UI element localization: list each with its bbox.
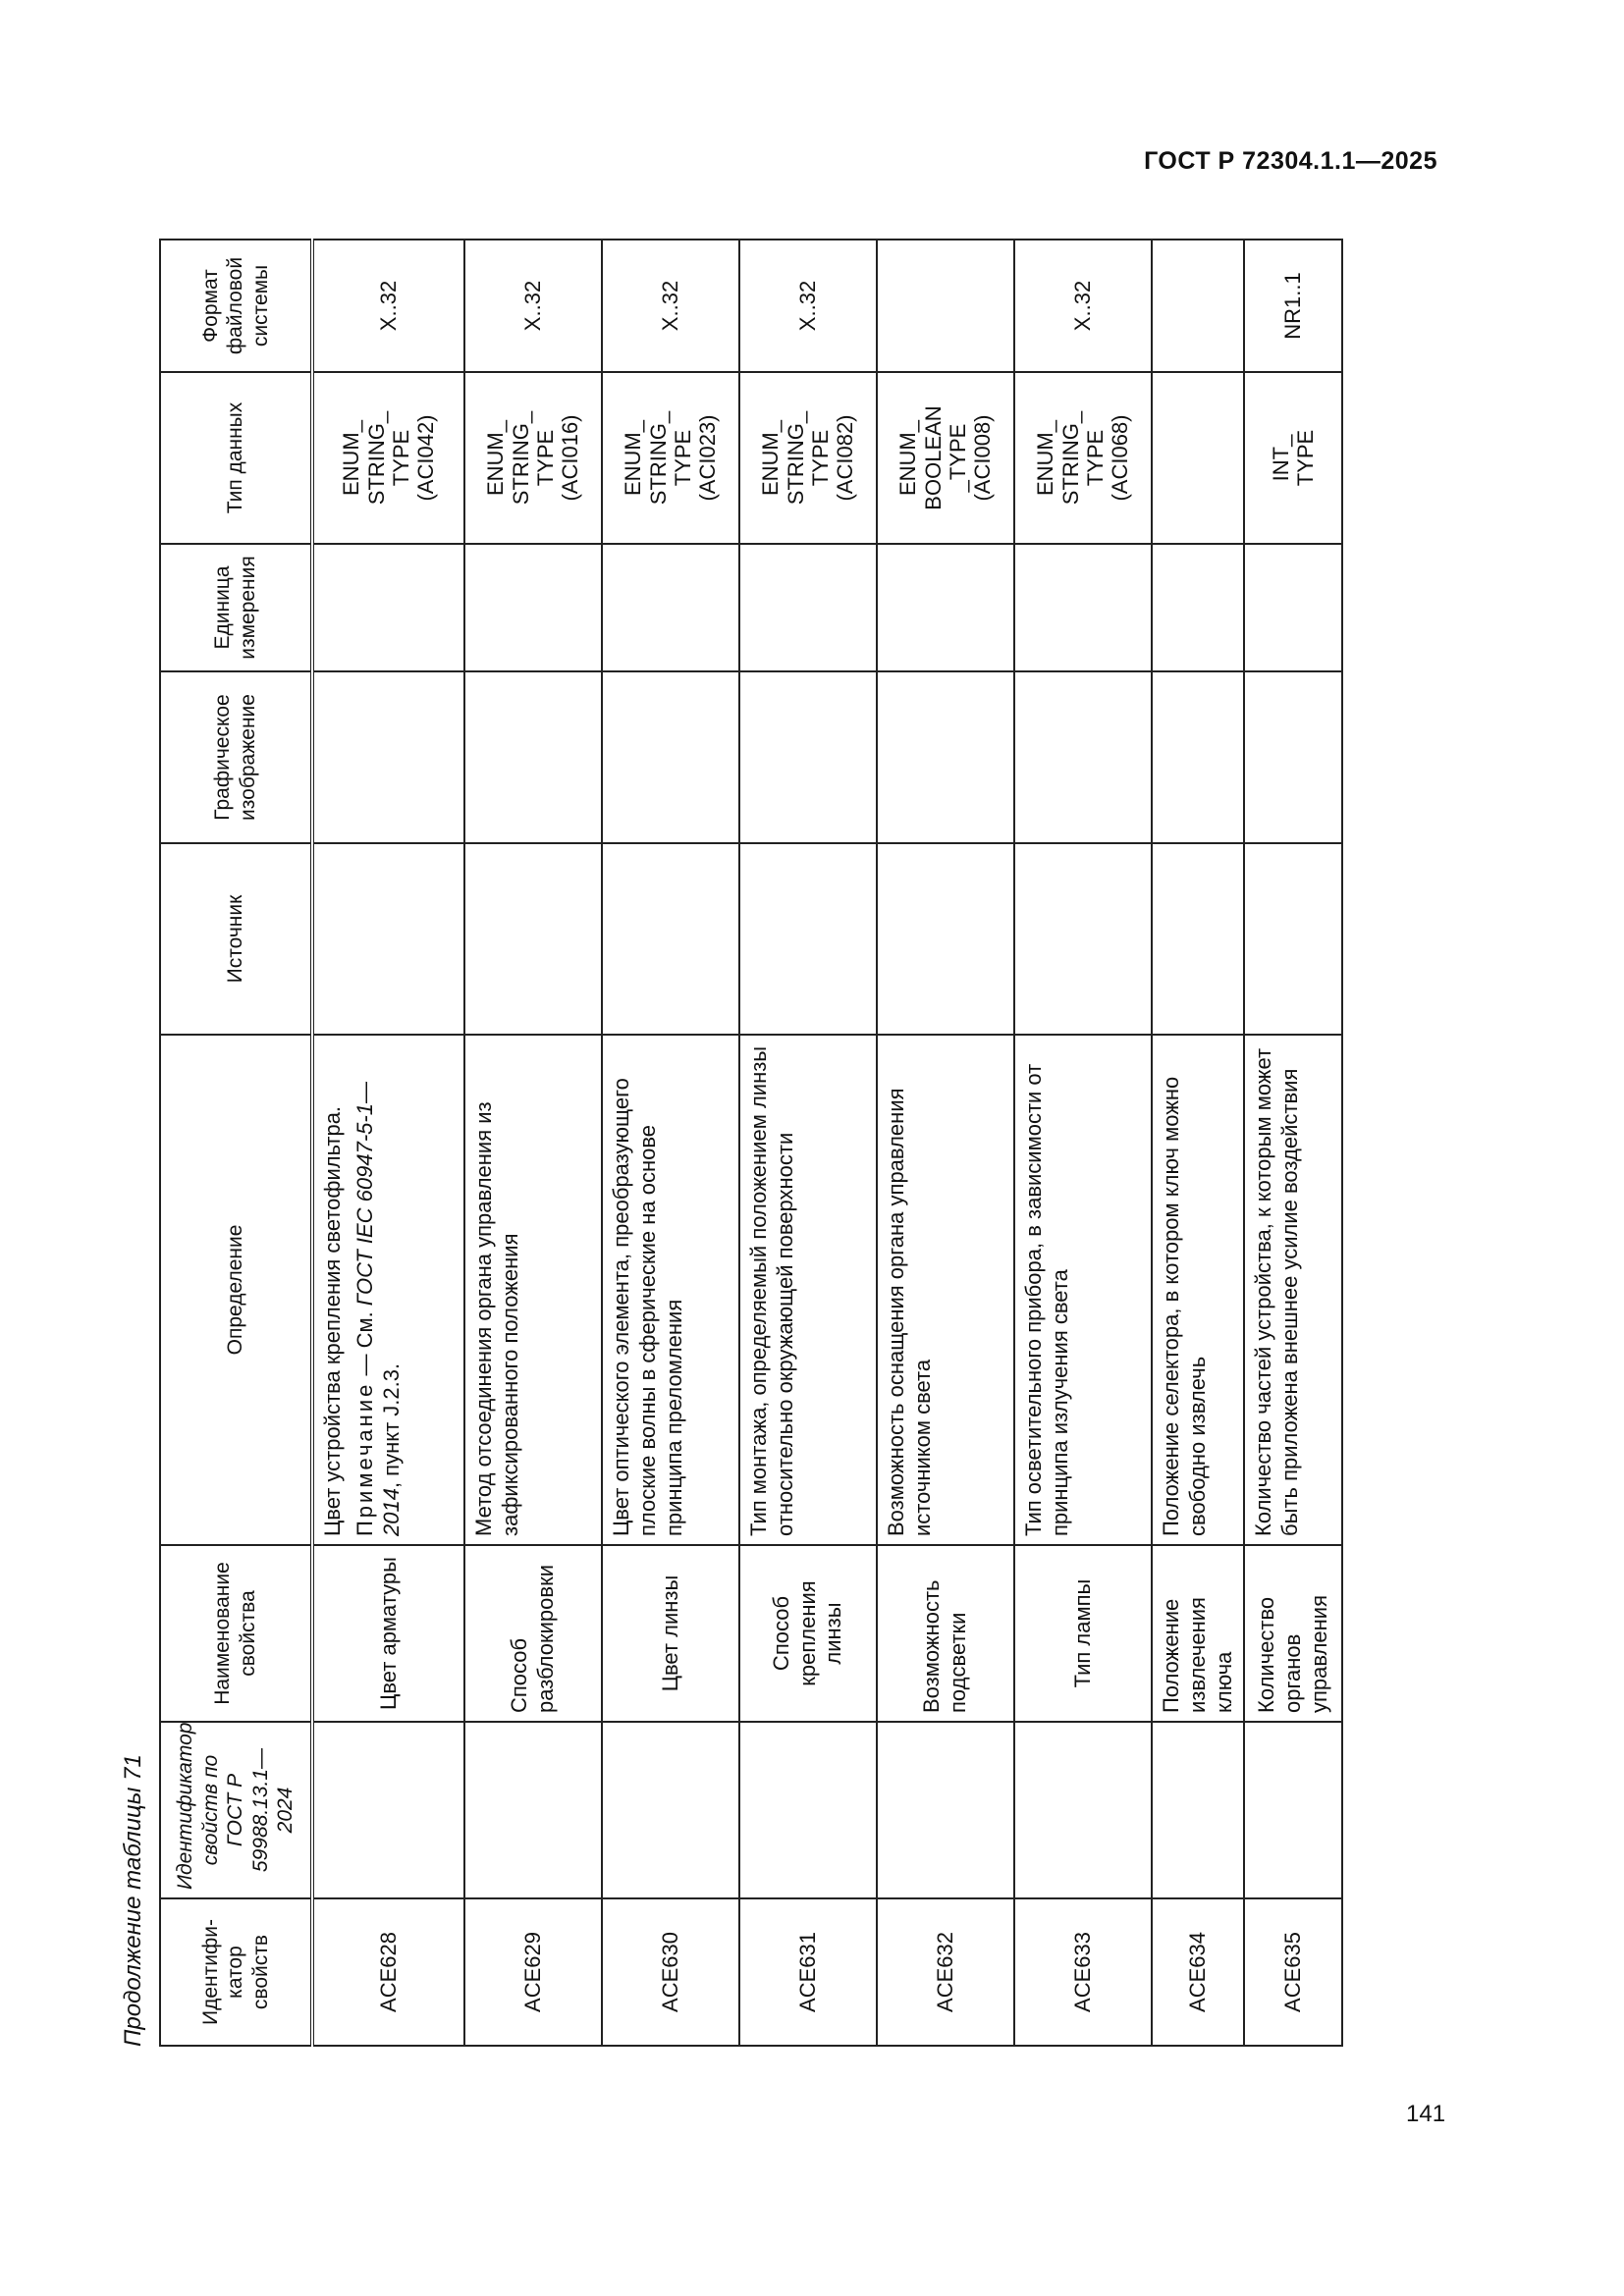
cell-name: Количество органов управления — [1244, 1545, 1342, 1722]
cell-definition: Количество частей устройства, к которым может быть приложена внешнее усилие воздействия — [1244, 1035, 1342, 1545]
cell-name: Тип лампы — [1014, 1545, 1152, 1722]
cell-data-type — [1244, 372, 1342, 544]
table-header-row — [160, 240, 312, 2046]
table-row — [877, 240, 1014, 2046]
cell-graphic — [602, 671, 739, 843]
dtype-line: (ACI082) — [833, 414, 858, 502]
cell-gost-id — [1014, 1722, 1152, 1898]
cell-unit — [877, 544, 1014, 671]
cell-id: ACE628 — [312, 1898, 464, 2046]
note-reference: ГОСТ IEC 60947-5-1—2014 — [352, 1082, 404, 1536]
cell-unit — [464, 544, 602, 671]
cell-format: NR1..1 — [1244, 240, 1342, 372]
table-row — [1152, 240, 1244, 2046]
cell-source — [1244, 843, 1342, 1035]
dtype-line: ENUM_ — [339, 420, 364, 497]
cell-format — [1152, 240, 1244, 372]
cell-id: ACE632 — [877, 1898, 1014, 2046]
cell-gost-id — [739, 1722, 877, 1898]
dtype-line: (ACI068) — [1108, 414, 1133, 502]
dtype-line: ENUM_ — [1033, 420, 1058, 497]
dtype-line: _TYPE — [946, 423, 970, 493]
table-row — [464, 240, 602, 2046]
cell-id: ACE634 — [1152, 1898, 1244, 2046]
cell-name: Цвет арматуры — [312, 1545, 464, 1722]
cell-data-type — [464, 372, 602, 544]
cell-graphic — [739, 671, 877, 843]
dtype-line: ENUM_ — [483, 420, 509, 497]
cell-definition: Метод отсоединения органа управления из зафиксированного положения — [464, 1035, 602, 1545]
col-header-name: Наименование свойства — [160, 1545, 312, 1722]
col-header-definition: Определение — [160, 1035, 312, 1545]
dtype-line: TYPE — [1293, 429, 1319, 487]
dtype-line: ENUM_ — [758, 420, 784, 497]
cell-id: ACE630 — [602, 1898, 739, 2046]
cell-format: X..32 — [464, 240, 602, 372]
cell-definition: Цвет оптического элемента, преобразующего плоские волны в сферические на основе принципа преломления — [602, 1035, 739, 1545]
cell-name: Способ крепления линзы — [739, 1545, 877, 1722]
dtype-line: TYPE — [808, 429, 833, 487]
col-header-unit: Единица измерения — [160, 544, 312, 671]
cell-definition: Возможность оснащения органа управления источником света — [877, 1035, 1014, 1545]
cell-data-type — [602, 372, 739, 544]
cell-definition — [312, 1035, 464, 1545]
cell-gost-id — [312, 1722, 464, 1898]
table-row — [739, 240, 877, 2046]
cell-data-type — [877, 372, 1014, 544]
note-label: Примечание — [352, 1381, 377, 1536]
col-header-graphic: Графическое изображение — [160, 671, 312, 843]
cell-gost-id — [877, 1722, 1014, 1898]
dtype-line: STRING_ — [508, 410, 533, 506]
cell-unit — [1014, 544, 1152, 671]
cell-gost-id — [602, 1722, 739, 1898]
cell-id: ACE635 — [1244, 1898, 1342, 2046]
cell-unit — [312, 544, 464, 671]
dtype-line: ENUM_ — [621, 420, 646, 497]
properties-table — [159, 239, 1343, 2047]
cell-source — [877, 843, 1014, 1035]
table-row — [312, 240, 464, 2046]
dtype-line: (ACI016) — [558, 414, 583, 502]
dtype-line: (ACI042) — [413, 414, 439, 502]
cell-name: Цвет линзы — [602, 1545, 739, 1722]
col-header-source: Источник — [160, 843, 312, 1035]
col-header-format: Формат файловой системы — [160, 240, 312, 372]
cell-format — [877, 240, 1014, 372]
rotated-table-block — [108, 240, 1331, 2047]
cell-source — [312, 843, 464, 1035]
dtype-line: TYPE — [389, 429, 413, 487]
cell-graphic — [1152, 671, 1244, 843]
cell-source — [1014, 843, 1152, 1035]
cell-data-type — [1014, 372, 1152, 544]
col-header-data-type: Тип данных — [160, 372, 312, 544]
cell-source — [464, 843, 602, 1035]
cell-graphic — [464, 671, 602, 843]
dtype-line: STRING_ — [783, 410, 808, 506]
dtype-line: STRING_ — [363, 410, 389, 506]
cell-gost-id — [464, 1722, 602, 1898]
table-row — [602, 240, 739, 2046]
cell-source — [602, 843, 739, 1035]
cell-definition: Тип осветительного прибора, в зависимости от принципа излучения света — [1014, 1035, 1152, 1545]
cell-name: Возможность подсветки — [877, 1545, 1014, 1722]
table-caption: Продолжение таблицы 71 — [120, 1754, 146, 2047]
col-header-id: Идентифи-катор свойств — [160, 1898, 312, 2046]
cell-graphic — [877, 671, 1014, 843]
cell-unit — [1244, 544, 1342, 671]
page-number: 141 — [1406, 2101, 1446, 2127]
cell-graphic — [1014, 671, 1152, 843]
dtype-line: ENUM_ — [895, 420, 921, 497]
definition-note — [352, 1043, 406, 1536]
cell-data-type — [1152, 372, 1244, 544]
cell-definition: Тип монтажа, определяемый положением линзы относительно окружающей поверхности — [739, 1035, 877, 1545]
cell-format: X..32 — [312, 240, 464, 372]
cell-id: ACE629 — [464, 1898, 602, 2046]
cell-data-type — [739, 372, 877, 544]
cell-source — [739, 843, 877, 1035]
table-row — [1014, 240, 1152, 2046]
cell-name: Положение извлечения ключа — [1152, 1545, 1244, 1722]
cell-format: X..32 — [1014, 240, 1152, 372]
dtype-line: STRING_ — [645, 410, 671, 506]
note-tail: , пункт J.2.3. — [378, 1362, 404, 1489]
cell-graphic — [312, 671, 464, 843]
dtype-line: (ACI008) — [970, 414, 996, 502]
cell-unit — [739, 544, 877, 671]
cell-source — [1152, 843, 1244, 1035]
dtype-line: (ACI023) — [695, 414, 721, 502]
cell-definition: Положение селектора, в котором ключ можно свободно извлечь — [1152, 1035, 1244, 1545]
col-header-gost-id: Идентификатор свойств по ГОСТ Р 59988.13.1—2024 — [160, 1722, 312, 1898]
dtype-line: TYPE — [1083, 429, 1108, 487]
cell-unit — [1152, 544, 1244, 671]
dtype-line: STRING_ — [1057, 410, 1083, 506]
cell-gost-id — [1152, 1722, 1244, 1898]
dtype-line: TYPE — [671, 429, 695, 487]
dtype-line: BOOLEAN — [920, 405, 946, 510]
cell-gost-id — [1244, 1722, 1342, 1898]
note-dash: — См. — [352, 1306, 377, 1382]
dtype-line: INT_ — [1269, 434, 1294, 482]
cell-unit — [602, 544, 739, 671]
document-number: ГОСТ Р 72304.1.1—2025 — [1144, 147, 1437, 175]
cell-id: ACE633 — [1014, 1898, 1152, 2046]
cell-data-type — [312, 372, 464, 544]
definition-text: Цвет устройства крепления светофильтра. — [320, 1105, 345, 1536]
cell-format: X..32 — [602, 240, 739, 372]
table-row — [1244, 240, 1342, 2046]
cell-id: ACE631 — [739, 1898, 877, 2046]
cell-name: Способ разблокировки — [464, 1545, 602, 1722]
dtype-line: TYPE — [533, 429, 558, 487]
cell-graphic — [1244, 671, 1342, 843]
cell-format: X..32 — [739, 240, 877, 372]
